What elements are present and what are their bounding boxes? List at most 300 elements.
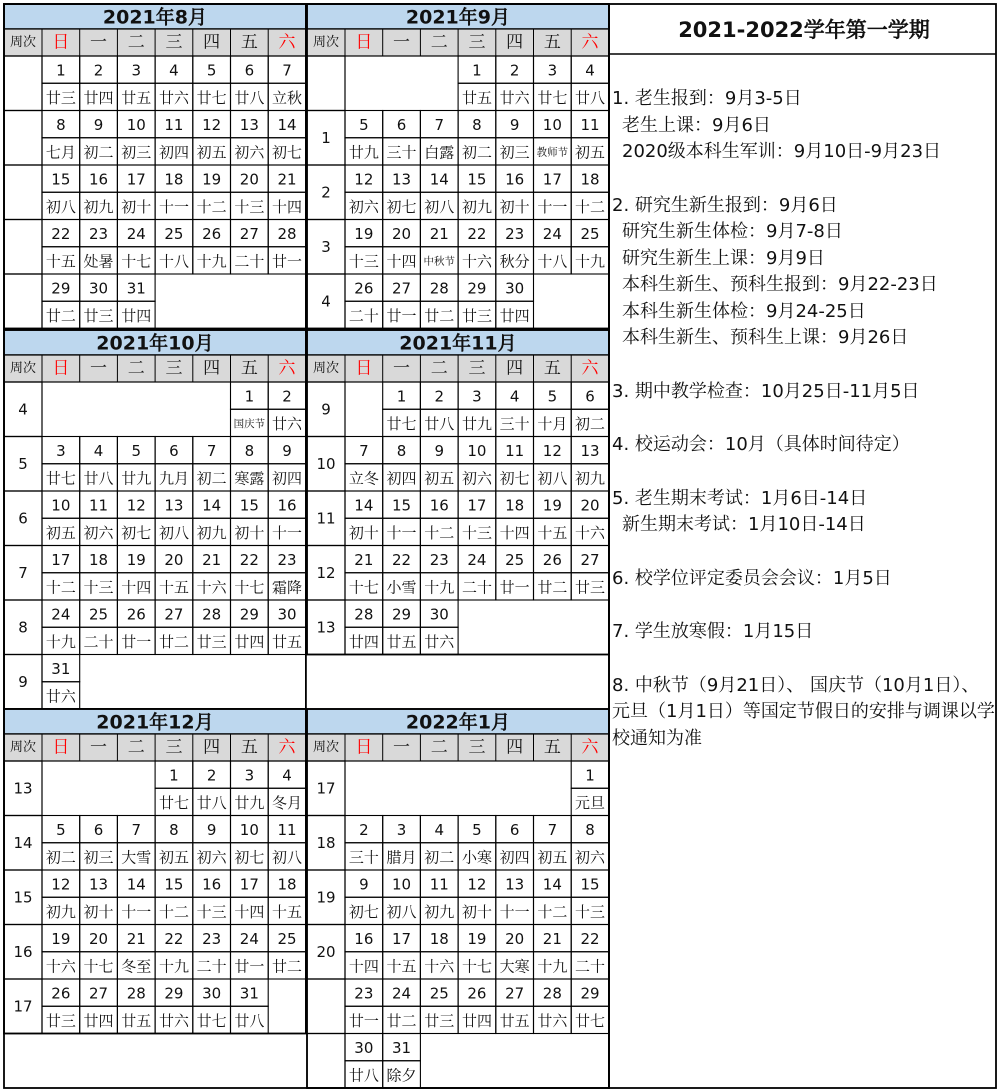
date-number: 16: [277, 496, 297, 515]
day-cell: [534, 111, 572, 166]
date-number: 23: [89, 225, 109, 244]
day-cell: [155, 437, 193, 492]
day-cell: [458, 546, 496, 601]
lunar-label: 廿五: [121, 1011, 152, 1030]
lunar-label: 初十: [234, 523, 265, 542]
month-block: [4, 709, 306, 1034]
note-line: 7. 学生放寒假：1月15日: [612, 621, 814, 642]
day-cell: [496, 546, 534, 601]
day-cell: [193, 165, 231, 220]
day-cell: [420, 382, 458, 437]
lunar-label: 初十: [499, 197, 530, 216]
note-line: 老生上课：9月6日: [622, 114, 771, 136]
month-block: [307, 330, 609, 655]
lunar-label: 二十: [234, 252, 265, 271]
lunar-label: 寒露: [234, 469, 265, 488]
day-cell: [117, 437, 155, 492]
date-number: 15: [467, 170, 487, 189]
date-number: 25: [429, 984, 449, 1003]
date-number: 22: [51, 225, 71, 244]
lunar-label: 十三: [83, 578, 114, 597]
day-cell: [268, 761, 306, 816]
lunar-label: 初七: [499, 469, 530, 488]
date-number: 29: [392, 605, 412, 624]
date-number: 14: [277, 116, 297, 135]
lunar-label: 十七: [234, 578, 265, 597]
date-number: 4: [169, 61, 179, 80]
weekday-header: 四: [506, 32, 524, 53]
date-number: 22: [239, 551, 259, 570]
note-line: 本科生新生体检：9月24-25日: [622, 300, 866, 322]
day-cell: [193, 870, 231, 925]
day-cell: [383, 600, 421, 655]
lunar-label: 初八: [424, 197, 455, 216]
day-cell: [571, 382, 609, 437]
day-cell: [534, 925, 572, 980]
day-cell: [496, 816, 534, 871]
date-number: 10: [51, 496, 71, 515]
day-cell: [458, 979, 496, 1034]
date-number: 30: [277, 605, 297, 624]
day-cell: [345, 491, 383, 546]
date-number: 26: [202, 225, 222, 244]
date-number: 6: [93, 821, 104, 840]
weekday-header: 二: [127, 737, 145, 758]
day-cell: [458, 870, 496, 925]
day-cell: [383, 220, 421, 275]
date-number: 4: [93, 442, 104, 461]
lunar-label: 廿五: [272, 632, 303, 651]
date-number: 14: [126, 875, 146, 894]
day-cell: [345, 925, 383, 980]
weekday-header: 日: [52, 32, 70, 53]
day-cell: [268, 600, 306, 655]
date-number: 16: [354, 930, 374, 949]
date-number: 26: [126, 605, 146, 624]
date-number: 29: [164, 984, 184, 1003]
day-cell: [345, 600, 383, 655]
lunar-label: 十三: [196, 902, 227, 921]
day-cell: [42, 111, 80, 166]
date-number: 28: [429, 279, 449, 298]
date-number: 18: [89, 551, 109, 570]
date-number: 25: [89, 605, 109, 624]
lunar-label: 十二: [575, 197, 606, 216]
lunar-label: 九月: [158, 469, 189, 488]
day-cell: [268, 546, 306, 601]
day-cell: [80, 925, 118, 980]
day-cell: [496, 437, 534, 492]
day-cell: [345, 816, 383, 871]
day-cell: [534, 870, 572, 925]
date-number: 14: [542, 875, 562, 894]
lunar-label: 初六: [234, 143, 265, 162]
date-number: 19: [354, 225, 374, 244]
lunar-label: 冬月: [272, 793, 303, 812]
lunar-label: 十六: [45, 957, 76, 976]
lunar-label: 十二: [196, 197, 227, 216]
day-cell: [155, 546, 193, 601]
weekday-header: 五: [543, 358, 561, 379]
lunar-label: 廿七: [158, 793, 189, 812]
day-cell: [458, 437, 496, 492]
lunar-label: 廿四: [83, 88, 114, 107]
weekday-header: 三: [468, 32, 486, 53]
date-number: 31: [51, 660, 71, 679]
week-number: 11: [316, 509, 336, 528]
day-cell: [80, 274, 118, 329]
day-cell: [383, 1034, 421, 1089]
day-cell: [231, 56, 269, 111]
month-block: [4, 330, 306, 709]
lunar-label: 廿二: [424, 306, 455, 325]
lunar-label: 廿一: [121, 632, 152, 651]
day-cell: [80, 437, 118, 492]
weekday-header: 五: [240, 737, 258, 758]
day-cell: [117, 274, 155, 329]
lunar-label: 廿二: [158, 632, 189, 651]
notes-panel: [612, 86, 996, 752]
note-line: 2020级本科生军训：9月10日-9月23日: [622, 141, 942, 162]
lunar-label: 廿六: [272, 414, 303, 433]
day-cell: [80, 546, 118, 601]
weekday-header: 一: [90, 32, 108, 53]
date-number: 2: [434, 387, 445, 406]
weekday-header: 六: [278, 32, 296, 53]
lunar-label: 元旦: [575, 793, 606, 812]
date-number: 28: [202, 605, 222, 624]
week-number: 14: [13, 833, 33, 852]
lunar-label: 十八: [537, 252, 568, 271]
day-cell: [155, 220, 193, 275]
date-number: 20: [392, 225, 412, 244]
day-cell: [345, 437, 383, 492]
date-number: 12: [51, 875, 71, 894]
day-cell: [345, 111, 383, 166]
lunar-label: 初六: [348, 197, 379, 216]
date-number: 8: [585, 821, 595, 840]
month-title: 2021年9月: [405, 6, 511, 29]
day-cell: [496, 56, 534, 111]
lunar-label: 初八: [272, 848, 303, 867]
date-number: 28: [277, 225, 297, 244]
day-cell: [231, 925, 269, 980]
date-number: 24: [467, 551, 487, 570]
day-cell: [117, 111, 155, 166]
date-number: 7: [282, 61, 292, 80]
date-number: 23: [429, 551, 449, 570]
lunar-label: 十四: [121, 578, 152, 597]
day-cell: [571, 165, 609, 220]
lunar-label: 十四: [499, 523, 530, 542]
day-cell: [231, 979, 269, 1034]
lunar-label: 十七: [461, 957, 492, 976]
date-number: 27: [392, 279, 412, 298]
day-cell: [193, 600, 231, 655]
lunar-label: 廿三: [45, 88, 76, 107]
day-cell: [42, 437, 80, 492]
date-number: 1: [585, 766, 595, 785]
date-number: 6: [244, 61, 255, 80]
lunar-label: 霜降: [272, 578, 303, 597]
day-cell: [345, 1034, 383, 1089]
day-cell: [155, 491, 193, 546]
lunar-label: 初九: [45, 902, 76, 921]
date-number: 10: [126, 116, 146, 135]
date-number: 22: [580, 930, 600, 949]
date-number: 12: [202, 116, 222, 135]
lunar-label: 廿六: [158, 88, 189, 107]
date-number: 3: [547, 61, 558, 80]
date-number: 1: [396, 387, 407, 406]
week-number: 1: [321, 128, 331, 147]
day-cell: [117, 165, 155, 220]
day-cell: [193, 979, 231, 1034]
lunar-label: 十一: [537, 197, 568, 216]
lunar-label: 初十: [461, 902, 492, 921]
day-cell: [571, 761, 609, 816]
date-number: 17: [542, 170, 562, 189]
lunar-label: 十一: [386, 523, 417, 542]
date-number: 24: [126, 225, 146, 244]
lunar-label: 廿一: [386, 306, 417, 325]
date-number: 21: [126, 930, 146, 949]
day-cell: [420, 925, 458, 980]
date-number: 27: [505, 984, 525, 1003]
lunar-label: 初九: [575, 469, 606, 488]
date-number: 17: [51, 551, 71, 570]
lunar-label: 初四: [386, 469, 417, 488]
date-number: 20: [580, 496, 600, 515]
lunar-label: 初九: [424, 902, 455, 921]
day-cell: [345, 220, 383, 275]
date-number: 21: [542, 930, 562, 949]
day-cell: [268, 382, 306, 437]
date-number: 11: [429, 875, 449, 894]
day-cell: [345, 546, 383, 601]
date-number: 17: [392, 930, 412, 949]
date-number: 10: [392, 875, 412, 894]
date-number: 2: [93, 61, 104, 80]
date-number: 19: [202, 170, 222, 189]
month-block: [307, 4, 609, 329]
day-cell: [42, 600, 80, 655]
note-line: 3. 期中教学检查：10月25日-11月5日: [612, 380, 920, 402]
week-column-header: 周次: [9, 740, 37, 755]
lunar-label: 廿七: [575, 1011, 606, 1030]
week-number: 4: [321, 292, 331, 311]
day-cell: [80, 979, 118, 1034]
lunar-label: 廿八: [424, 414, 455, 433]
day-cell: [420, 979, 458, 1034]
day-cell: [80, 816, 118, 871]
weekday-header: 一: [393, 358, 411, 379]
date-number: 1: [244, 387, 255, 406]
date-number: 23: [277, 551, 297, 570]
day-cell: [496, 382, 534, 437]
date-number: 13: [392, 170, 412, 189]
date-number: 6: [169, 442, 179, 461]
date-number: 29: [239, 605, 259, 624]
date-number: 30: [429, 605, 449, 624]
weekday-header: 四: [203, 358, 221, 379]
date-number: 11: [505, 442, 525, 461]
lunar-label: 廿二: [537, 578, 568, 597]
weekday-header: 六: [581, 737, 599, 758]
day-cell: [42, 220, 80, 275]
lunar-label: 廿四: [121, 306, 152, 325]
day-cell: [117, 600, 155, 655]
day-cell: [383, 546, 421, 601]
week-number-cell: [4, 274, 42, 329]
lunar-label: 十四: [348, 957, 379, 976]
lunar-label: 二十: [196, 957, 227, 976]
weekday-header: 六: [278, 358, 296, 379]
lunar-label: 廿八: [83, 469, 114, 488]
lunar-label: 初三: [83, 848, 114, 867]
lunar-label: 初五: [45, 523, 76, 542]
lunar-label: 十八: [158, 252, 189, 271]
week-number: 19: [316, 888, 336, 907]
week-number: 6: [18, 509, 28, 528]
day-cell: [383, 491, 421, 546]
week-column-header: 周次: [312, 35, 340, 50]
lunar-label: 初五: [196, 143, 227, 162]
day-cell: [383, 165, 421, 220]
date-number: 26: [467, 984, 487, 1003]
lunar-label: 教师节: [536, 146, 569, 159]
day-cell: [117, 870, 155, 925]
month-block: [4, 4, 306, 329]
lunar-label: 秋分: [499, 252, 530, 271]
note-line: 5. 老生期末考试：1月6日-14日: [612, 487, 868, 509]
date-number: 21: [429, 225, 449, 244]
week-column-header: 周次: [9, 361, 37, 376]
date-number: 4: [434, 821, 445, 840]
date-number: 19: [467, 930, 487, 949]
day-cell: [420, 491, 458, 546]
date-number: 23: [202, 930, 222, 949]
date-number: 15: [239, 496, 259, 515]
day-cell: [117, 56, 155, 111]
weekday-header: 一: [90, 737, 108, 758]
lunar-label: 廿一: [348, 1011, 379, 1030]
day-cell: [231, 870, 269, 925]
day-cell: [193, 437, 231, 492]
date-number: 19: [542, 496, 562, 515]
week-column-header: 周次: [9, 35, 37, 50]
day-cell: [193, 111, 231, 166]
weekday-header: 六: [278, 737, 296, 758]
weekday-header: 四: [506, 358, 524, 379]
day-cell: [80, 220, 118, 275]
date-number: 27: [580, 551, 600, 570]
note-line: 4. 校运动会：10月（具体时间待定）: [612, 434, 910, 455]
date-number: 15: [392, 496, 412, 515]
date-number: 28: [354, 605, 374, 624]
day-cell: [458, 816, 496, 871]
day-cell: [42, 491, 80, 546]
lunar-label: 十三: [461, 523, 492, 542]
date-number: 31: [126, 279, 146, 298]
day-cell: [534, 220, 572, 275]
day-cell: [345, 979, 383, 1034]
lunar-label: 国庆节: [233, 417, 266, 430]
lunar-label: 初四: [272, 469, 303, 488]
lunar-label: 廿七: [386, 414, 417, 433]
lunar-label: 初七: [272, 143, 303, 162]
date-number: 13: [580, 442, 600, 461]
date-number: 16: [89, 170, 109, 189]
date-number: 24: [51, 605, 71, 624]
day-cell: [534, 491, 572, 546]
weekday-header: 四: [506, 737, 524, 758]
day-cell: [80, 600, 118, 655]
lunar-label: 初二: [424, 848, 455, 867]
day-cell: [420, 111, 458, 166]
lunar-label: 初十: [121, 197, 152, 216]
weekday-header: 五: [543, 737, 561, 758]
date-number: 25: [277, 930, 297, 949]
lunar-label: 廿六: [537, 1011, 568, 1030]
note-item: [612, 379, 996, 406]
weekday-header: 日: [355, 737, 373, 758]
month-title: 2022年1月: [405, 711, 511, 734]
date-number: 2: [206, 766, 217, 785]
date-number: 28: [126, 984, 146, 1003]
day-cell: [571, 220, 609, 275]
day-cell: [42, 816, 80, 871]
day-cell: [383, 274, 421, 329]
note-item: [612, 486, 996, 539]
lunar-label: 冬至: [121, 957, 152, 976]
lunar-label: 十三: [575, 902, 606, 921]
date-number: 26: [51, 984, 71, 1003]
lunar-label: 十九: [158, 957, 189, 976]
date-number: 16: [429, 496, 449, 515]
day-cell: [458, 491, 496, 546]
lunar-label: 小雪: [386, 578, 417, 597]
date-number: 17: [467, 496, 487, 515]
lunar-label: 十二: [537, 902, 568, 921]
day-cell: [571, 56, 609, 111]
date-number: 21: [277, 170, 297, 189]
lunar-label: 廿二: [45, 306, 76, 325]
lunar-label: 十五: [537, 523, 568, 542]
day-cell: [155, 870, 193, 925]
date-number: 10: [467, 442, 487, 461]
weekday-header: 日: [52, 737, 70, 758]
week-number: 17: [316, 779, 336, 798]
weekday-header: 一: [393, 737, 411, 758]
date-number: 20: [239, 170, 259, 189]
date-number: 5: [206, 61, 217, 80]
day-cell: [80, 491, 118, 546]
lunar-label: 立冬: [348, 469, 379, 488]
date-number: 23: [505, 225, 525, 244]
lunar-label: 廿八: [234, 1011, 265, 1030]
lunar-label: 十一: [158, 197, 189, 216]
note-line: 8. 中秋节（9月21日）、 国庆节（10月1日）、元旦（1月1日）等国定节假日的安排与调课以学校通知为准: [612, 674, 995, 749]
lunar-label: 十九: [424, 578, 455, 597]
week-number-cell: [4, 56, 42, 111]
day-cell: [496, 220, 534, 275]
date-number: 31: [239, 984, 259, 1003]
weekday-header: 日: [52, 358, 70, 379]
date-number: 26: [354, 279, 374, 298]
lunar-label: 廿九: [348, 143, 379, 162]
date-number: 5: [131, 442, 142, 461]
